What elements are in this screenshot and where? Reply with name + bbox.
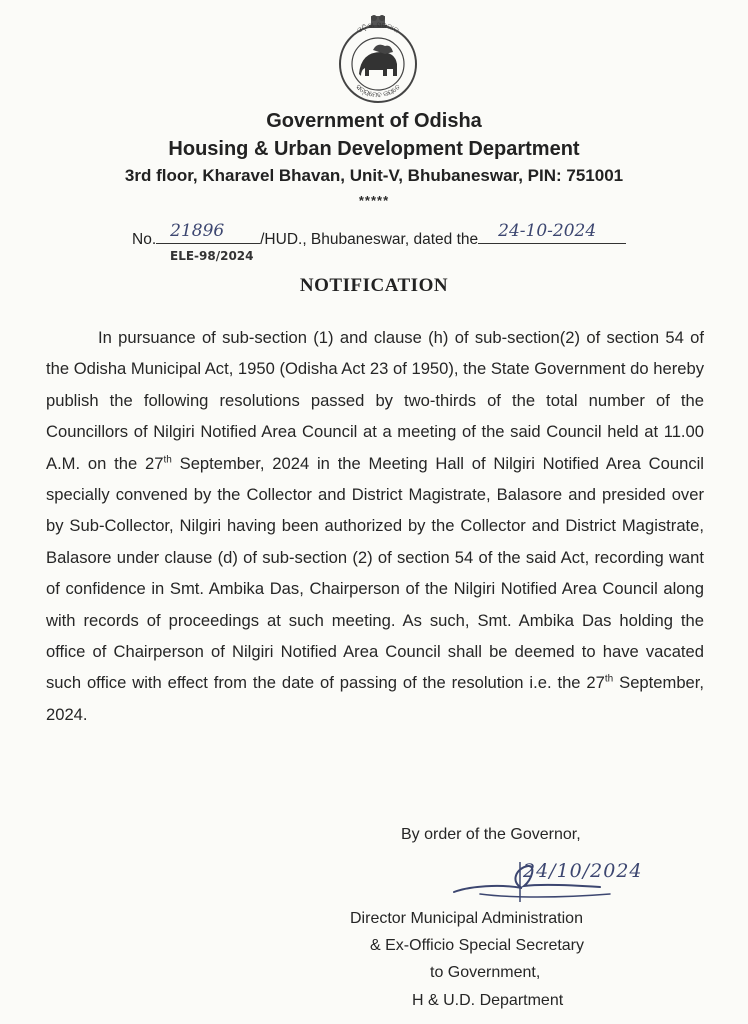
- svg-text:ସତ୍ୟମେବ ଜୟତେ: [354, 83, 402, 99]
- designation-line-2: & Ex-Officio Special Secretary: [370, 937, 585, 954]
- designation-line-3: to Government,: [430, 964, 541, 981]
- reference-number-blank: [156, 221, 260, 244]
- reference-date-blank: [478, 221, 626, 244]
- order-line: By order of the Governor,: [401, 826, 581, 843]
- reference-mid-text: /HUD., Bhubaneswar, dated the: [260, 231, 479, 248]
- department-address: 3rd floor, Kharavel Bhavan, Unit-V, Bhubaneswar, PIN: 751001: [124, 166, 624, 185]
- reference-date: 24-10-2024: [498, 221, 597, 241]
- signature-date: 24/10/2024: [523, 860, 643, 882]
- body-sup1: th: [163, 454, 172, 466]
- designation-line-4: H & U.D. Department: [412, 992, 564, 1009]
- body-text-part3: September, 2024.: [46, 673, 704, 724]
- designation-line-1: Director Municipal Administration: [350, 910, 583, 927]
- reference-no-label: No.: [132, 231, 157, 248]
- body-text-part1: In pursuance of sub-section (1) and clause (h) of sub-section(2) of section 54 of the Odisha Municipal Act, 1950 (Odisha Act 23 of 1950), the State Government do hereby publish the following resolutions passed by two-thirds of the total number of the Councillors of Nilgiri Notified Area Council at a meeting of the said Council held at 11.00 A.M. on the 27: [46, 328, 704, 473]
- header-stars: *****: [358, 193, 390, 208]
- reference-line: [132, 221, 626, 249]
- body-sup2: th: [604, 673, 614, 685]
- odisha-emblem-icon: [333, 14, 423, 106]
- department-title: Housing & Urban Development Department: [168, 138, 580, 160]
- notification-title: NOTIFICATION: [299, 275, 449, 296]
- reference-number: 21896: [170, 221, 225, 241]
- body-text-part2: September, 2024 in the Meeting Hall of Nilgiri Notified Area Council specially convened by the Collector and District Magistrate, Balasore and presided over by Sub-Collector, Nilgiri having been authorized by the Collector and District Magistrate, Balasore under clause (d) of sub-section (2) of section 54 of the said Act, recording want of confidence in Smt. Ambika Das, Chairperson of the Nilgiri Notified Area Council along with records of proceedings at such meeting. As such, Smt. Ambika Das holding the office of Chairperson of Nilgiri Notified Area Council shall be deemed to have vacated such office with effect from the date of passing of the resolution i.e. the 27: [46, 453, 704, 693]
- emblem-top-text: ଓଡ଼ିଶା ସରକାର: [355, 20, 401, 35]
- file-reference: ELE-98/2024: [170, 249, 254, 263]
- government-title: Government of Odisha: [266, 110, 482, 132]
- emblem-bottom-text: ସତ୍ୟମେବ ଜୟତେ: [354, 82, 402, 100]
- notification-body: [46, 322, 704, 730]
